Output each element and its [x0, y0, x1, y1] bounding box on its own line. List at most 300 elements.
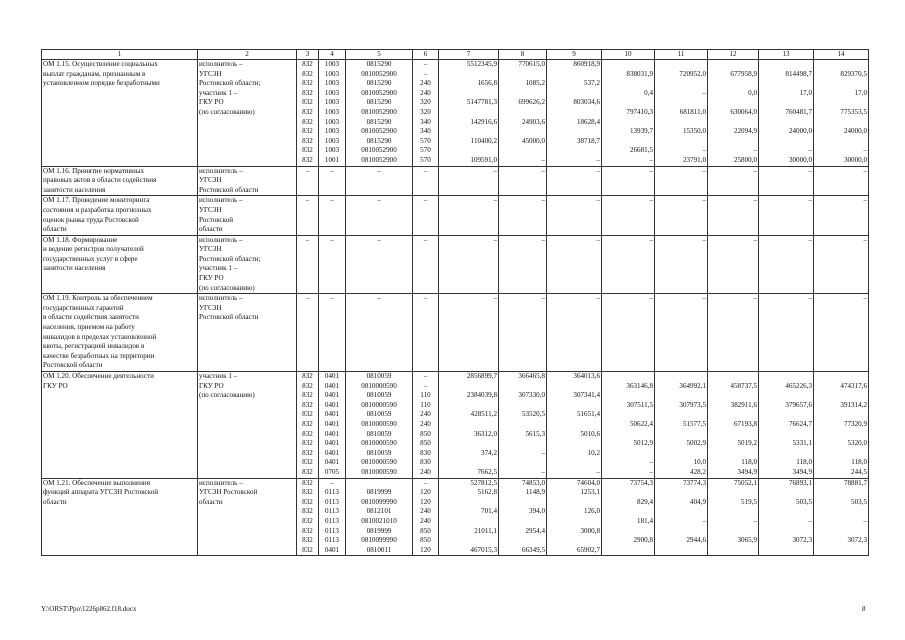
value-cell: [346, 478, 413, 556]
cell-line: [656, 449, 706, 459]
value-cell: [297, 235, 319, 294]
cell-line: [656, 410, 706, 420]
cell-line: –: [808, 235, 812, 244]
cell-line: –: [541, 448, 545, 457]
value-cell: [499, 60, 547, 167]
value-cell: [655, 294, 708, 372]
value-cell: [708, 166, 759, 196]
cell-line: [440, 127, 497, 137]
cell-line: ОМ 1.21. Обеспечение выполнения: [43, 478, 150, 487]
cell-line: 78881,7: [843, 478, 867, 487]
cell-line: 467015,3: [470, 545, 497, 554]
cell-line: 570: [420, 155, 431, 164]
cell-line: [500, 458, 545, 468]
cell-line: 118,0: [741, 458, 757, 467]
cell-line: 0401: [324, 410, 340, 419]
cell-line: 0113: [325, 497, 339, 506]
cell-line: 0810059: [366, 429, 392, 438]
cell-line: [760, 449, 812, 459]
cell-line: исполнитель –: [199, 294, 243, 303]
cell-line: 832: [302, 107, 313, 116]
cell-line: 67193,8: [733, 419, 757, 428]
cell-line: [709, 391, 757, 401]
cell-line: 3494,9: [737, 467, 757, 476]
value-cell: [499, 294, 547, 372]
cell-line: 75052,1: [733, 478, 757, 487]
value-cell: [499, 235, 547, 294]
cell-line: 307511,5: [626, 400, 653, 409]
cell-line: [709, 79, 757, 89]
value-cell: [708, 372, 759, 479]
cell-line: [760, 488, 812, 498]
cell-line: [656, 137, 706, 147]
cell-line: –: [702, 88, 706, 97]
cell-line: [603, 507, 653, 517]
cell-line: 0401: [324, 381, 340, 390]
value-cell: [346, 60, 413, 167]
value-cell: [547, 478, 602, 556]
cell-line: 2384039,8: [466, 391, 497, 400]
cell-line: [760, 507, 812, 517]
cell-line: 366465,8: [518, 372, 545, 380]
cell-line: 240: [420, 467, 431, 476]
value-cell: [297, 166, 319, 196]
measure-name-cell: [42, 294, 198, 372]
cell-line: 0113: [325, 488, 339, 497]
cell-line: 5331,1: [792, 439, 812, 448]
cell-line: 0810059: [366, 410, 392, 419]
cell-line: [500, 420, 545, 430]
cell-line: ГКУ РО: [199, 274, 224, 283]
cell-line: 374,2: [481, 448, 497, 457]
value-cell: [439, 372, 499, 479]
cell-line: (по согласованию): [199, 391, 255, 400]
value-cell: [297, 294, 319, 372]
cell-line: –: [377, 196, 381, 205]
cell-line: 74604,0: [576, 478, 600, 487]
value-cell: [547, 294, 602, 372]
value-cell: [319, 372, 346, 479]
cell-line: [440, 108, 497, 118]
cell-line: 0815290: [366, 98, 392, 107]
table-row: [42, 294, 869, 372]
cell-line: 0812101: [366, 507, 392, 516]
cell-line: 24903,6: [521, 117, 545, 126]
cell-line: 0810052900: [361, 107, 397, 116]
value-cell: [439, 478, 499, 556]
value-cell: [708, 60, 759, 167]
cell-line: 0815290: [366, 60, 392, 68]
cell-line: –: [808, 146, 812, 155]
cell-line: [347, 479, 411, 489]
value-cell: [346, 294, 413, 372]
header-cell: 11: [655, 50, 708, 60]
cell-line: 832: [302, 439, 313, 448]
value-cell: [499, 478, 547, 556]
cell-line: правовых актов в области содействия: [43, 176, 157, 185]
cell-line: 0810099990: [361, 497, 397, 506]
value-cell: [602, 196, 655, 235]
cell-line: 26681,5: [629, 146, 653, 155]
cell-line: –: [423, 69, 428, 78]
cell-line: 0401: [324, 545, 340, 554]
cell-line: 17,0: [854, 88, 867, 97]
cell-line: 775353,5: [840, 107, 867, 116]
cell-line: –: [423, 60, 428, 68]
value-cell: [297, 372, 319, 479]
cell-line: [603, 118, 653, 128]
cell-line: –: [702, 166, 706, 175]
cell-line: 50622,4: [629, 419, 653, 428]
cell-line: –: [493, 196, 497, 205]
cell-line: –: [423, 294, 428, 303]
cell-line: 832: [302, 88, 313, 97]
cell-line: 73774,3: [682, 478, 706, 487]
cell-line: 797410,3: [626, 107, 653, 116]
header-cell: 8: [499, 50, 547, 60]
value-cell: [759, 196, 814, 235]
cell-line: –: [649, 155, 653, 164]
cell-line: –: [596, 467, 600, 476]
value-cell: [413, 166, 439, 196]
cell-line: 0815290: [366, 117, 392, 126]
cell-line: населения, приемом на работу: [43, 323, 135, 332]
cell-line: 38718,7: [576, 136, 600, 145]
cell-line: –: [702, 516, 706, 525]
cell-line: 832: [302, 381, 313, 390]
cell-line: УГСЗН Ростовской: [199, 488, 258, 497]
cell-line: области: [43, 497, 67, 506]
header-cell: 10: [602, 50, 655, 60]
value-cell: [814, 478, 869, 556]
cell-line: 829370,5: [840, 69, 867, 78]
cell-line: 850: [420, 439, 431, 448]
cell-line: [760, 372, 812, 382]
cell-line: [760, 391, 812, 401]
cell-line: [500, 517, 545, 527]
cell-line: [548, 401, 600, 411]
cell-line: участник 1 –: [199, 372, 238, 380]
cell-line: 5010,6: [580, 429, 600, 438]
cell-line: 51577,5: [682, 419, 706, 428]
cell-line: [440, 536, 497, 546]
cell-line: –: [863, 294, 867, 303]
cell-line: 503,5: [851, 497, 867, 506]
cell-line: 0113: [325, 536, 339, 545]
cell-line: [656, 488, 706, 498]
cell-line: 832: [302, 410, 313, 419]
cell-line: [440, 382, 497, 392]
cell-line: –: [596, 235, 600, 244]
cell-line: Ростовской области;: [199, 254, 261, 263]
cell-line: 1656,8: [477, 79, 497, 88]
cell-line: 832: [302, 136, 313, 145]
cell-line: [709, 430, 757, 440]
cell-line: 0810000590: [361, 381, 397, 390]
cell-line: –: [423, 381, 428, 390]
cell-line: 181,4: [637, 516, 653, 525]
cell-line: 832: [302, 419, 313, 428]
value-cell: [319, 196, 346, 235]
cell-line: [548, 70, 600, 80]
cell-line: –: [305, 294, 310, 303]
cell-line: государственных услуг в сфере: [43, 254, 138, 263]
cell-line: 65902,7: [576, 545, 600, 554]
cell-line: 1253,1: [580, 488, 600, 497]
cell-line: 570: [420, 146, 431, 155]
cell-line: 76624,7: [788, 419, 812, 428]
executor-cell: [198, 235, 297, 294]
cell-line: –: [305, 196, 310, 205]
cell-line: –: [423, 196, 428, 205]
cell-line: [760, 79, 812, 89]
cell-line: [656, 98, 706, 108]
cell-line: –: [702, 235, 706, 244]
cell-line: 832: [302, 60, 313, 68]
executor-cell: [198, 372, 297, 479]
cell-line: 5512345,9: [466, 60, 497, 68]
cell-line: 1001: [324, 155, 340, 164]
cell-line: 1003: [324, 60, 340, 68]
cell-line: [440, 401, 497, 411]
cell-line: 832: [302, 526, 313, 535]
cell-line: [603, 488, 653, 498]
cell-line: –: [596, 196, 600, 205]
value-cell: [708, 235, 759, 294]
value-cell: [655, 372, 708, 479]
cell-line: ОМ 1.20. Обеспечение деятельности: [43, 372, 154, 380]
measure-name-cell: [42, 196, 198, 235]
cell-line: –: [808, 516, 812, 525]
value-cell: [602, 166, 655, 196]
cell-line: [656, 60, 706, 70]
cell-line: –: [423, 166, 428, 175]
cell-line: [548, 458, 600, 468]
executor-cell: [198, 478, 297, 556]
cell-line: 0401: [324, 458, 340, 467]
cell-line: 66349,5: [521, 545, 545, 554]
cell-line: 832: [302, 98, 313, 107]
cell-line: 5002,9: [686, 439, 706, 448]
cell-line: –: [596, 294, 600, 303]
cell-line: [815, 507, 867, 517]
cell-line: –: [330, 478, 334, 487]
cell-line: 5320,0: [847, 439, 867, 448]
cell-line: –: [649, 294, 653, 303]
measure-name-cell: [42, 235, 198, 294]
cell-line: установленном порядке безработными: [43, 79, 160, 88]
cell-line: [709, 137, 757, 147]
cell-line: исполнитель –: [199, 60, 243, 68]
cell-line: 1003: [324, 98, 340, 107]
cell-line: –: [330, 196, 334, 205]
cell-line: [440, 146, 497, 156]
cell-line: –: [305, 166, 310, 175]
cell-line: (по согласованию): [199, 107, 255, 116]
cell-line: [815, 98, 867, 108]
cell-line: 3072,3: [792, 536, 812, 545]
cell-line: 0810000590: [361, 419, 397, 428]
value-cell: [814, 166, 869, 196]
cell-line: 0113: [325, 526, 339, 535]
cell-line: 2856899,7: [466, 372, 497, 380]
cell-line: функций аппарата УГСЗН Ростовской: [43, 488, 159, 497]
cell-line: 1003: [324, 69, 340, 78]
cell-line: –: [377, 235, 381, 244]
cell-line: 850: [420, 526, 431, 535]
cell-line: –: [702, 294, 706, 303]
cell-line: –: [596, 166, 600, 175]
cell-line: 3494,9: [792, 467, 812, 476]
cell-line: [815, 527, 867, 537]
cell-line: –: [493, 235, 497, 244]
cell-line: 760481,7: [785, 107, 812, 116]
cell-line: 10,0: [693, 458, 706, 467]
cell-line: –: [377, 294, 381, 303]
cell-line: 340: [420, 127, 431, 136]
cell-line: ОМ 1.16. Принятие нормативных: [43, 166, 145, 175]
cell-line: [815, 546, 867, 556]
cell-line: [440, 89, 497, 99]
header-cell: 2: [198, 50, 297, 60]
cell-line: [603, 546, 653, 556]
cell-line: 51651,4: [576, 410, 600, 419]
cell-line: 527812,5: [470, 478, 497, 487]
cell-line: 428,2: [690, 467, 706, 476]
cell-line: –: [863, 235, 867, 244]
cell-line: 699626,2: [518, 98, 545, 107]
value-cell: [708, 294, 759, 372]
cell-line: 404,9: [690, 497, 706, 506]
cell-line: ГКУ РО: [43, 381, 68, 390]
cell-line: –: [649, 235, 653, 244]
cell-line: 24000,0: [843, 127, 867, 136]
header-cell: 14: [814, 50, 869, 60]
cell-line: –: [753, 196, 757, 205]
cell-line: 391314,2: [840, 400, 867, 409]
value-cell: [319, 60, 346, 167]
table-row: [42, 478, 869, 556]
value-cell: [547, 60, 602, 167]
cell-line: 21011,1: [474, 526, 497, 535]
cell-line: [440, 458, 497, 468]
cell-line: 832: [302, 536, 313, 545]
cell-line: [500, 127, 545, 137]
cell-line: оценок рынка труда Ростовской: [43, 215, 139, 224]
cell-line: 0,0: [748, 88, 757, 97]
cell-line: [603, 430, 653, 440]
cell-line: 832: [302, 497, 313, 506]
cell-line: 0401: [324, 419, 340, 428]
cell-line: [548, 146, 600, 156]
cell-line: [603, 391, 653, 401]
cell-line: 850: [420, 536, 431, 545]
cell-line: 0819999: [366, 488, 392, 497]
cell-line: 677958,9: [730, 69, 757, 78]
cell-line: Ростовской области: [199, 313, 259, 322]
cell-line: –: [541, 166, 545, 175]
value-cell: [547, 372, 602, 479]
cell-line: (по согласованию): [199, 283, 255, 292]
cell-line: –: [753, 516, 757, 525]
cell-line: [815, 410, 867, 420]
cell-line: 830: [420, 458, 431, 467]
cell-line: 126,0: [584, 507, 600, 516]
header-cell: 6: [413, 50, 439, 60]
cell-line: 701,4: [481, 507, 497, 516]
cell-line: [815, 449, 867, 459]
cell-line: участник 1 –: [199, 264, 238, 273]
cell-line: УГСЗН: [199, 245, 222, 254]
cell-line: [440, 498, 497, 508]
cell-line: 0810052900: [361, 127, 397, 136]
cell-line: области: [43, 225, 67, 234]
cell-line: 0113: [325, 516, 339, 525]
cell-line: 0705: [324, 467, 340, 476]
cell-line: 7662,5: [477, 467, 497, 476]
value-cell: [319, 166, 346, 196]
value-cell: [814, 60, 869, 167]
cell-line: 832: [302, 372, 313, 380]
cell-line: –: [596, 155, 600, 164]
value-cell: [439, 166, 499, 196]
cell-line: 0810099990: [361, 536, 397, 545]
value-cell: [814, 294, 869, 372]
cell-line: 428511,2: [470, 410, 497, 419]
cell-line: [440, 517, 497, 527]
cell-line: –: [649, 467, 653, 476]
cell-line: ОМ 1.15. Осуществление социальных: [43, 60, 158, 68]
executor-cell: [198, 294, 297, 372]
cell-line: 23791,0: [682, 155, 706, 164]
cell-line: 74853,0: [521, 478, 545, 487]
value-cell: [708, 478, 759, 556]
value-cell: [759, 235, 814, 294]
cell-line: –: [753, 146, 757, 155]
value-cell: [708, 196, 759, 235]
cell-line: [500, 382, 545, 392]
value-cell: [602, 294, 655, 372]
header-cell: 4: [319, 50, 346, 60]
cell-line: 320: [420, 107, 431, 116]
cell-line: [760, 527, 812, 537]
cell-line: 76893,1: [788, 478, 812, 487]
cell-line: 120: [420, 497, 431, 506]
cell-line: 519,5: [741, 497, 757, 506]
cell-line: [709, 527, 757, 537]
footer-file-path: Y:\ORST\Ppo\1226p862.f18.docx: [41, 605, 137, 613]
cell-line: [500, 401, 545, 411]
cell-line: 3065,9: [737, 536, 757, 545]
cell-line: [548, 382, 600, 392]
cell-line: –: [702, 196, 706, 205]
cell-line: 0810052900: [361, 88, 397, 97]
cell-line: 0819999: [366, 526, 392, 535]
cell-line: 0810000590: [361, 400, 397, 409]
value-cell: [499, 166, 547, 196]
cell-line: 832: [302, 478, 313, 487]
cell-line: и ведение регистров получателей: [43, 245, 144, 254]
cell-line: 110400,2: [470, 136, 497, 145]
cell-line: –: [541, 155, 545, 164]
cell-line: 2900,8: [633, 536, 653, 545]
value-cell: [413, 478, 439, 556]
cell-line: 832: [302, 155, 313, 164]
cell-line: 0810021010: [361, 516, 397, 525]
cell-line: 832: [302, 429, 313, 438]
cell-line: 0401: [324, 429, 340, 438]
cell-line: исполнитель –: [199, 196, 243, 205]
